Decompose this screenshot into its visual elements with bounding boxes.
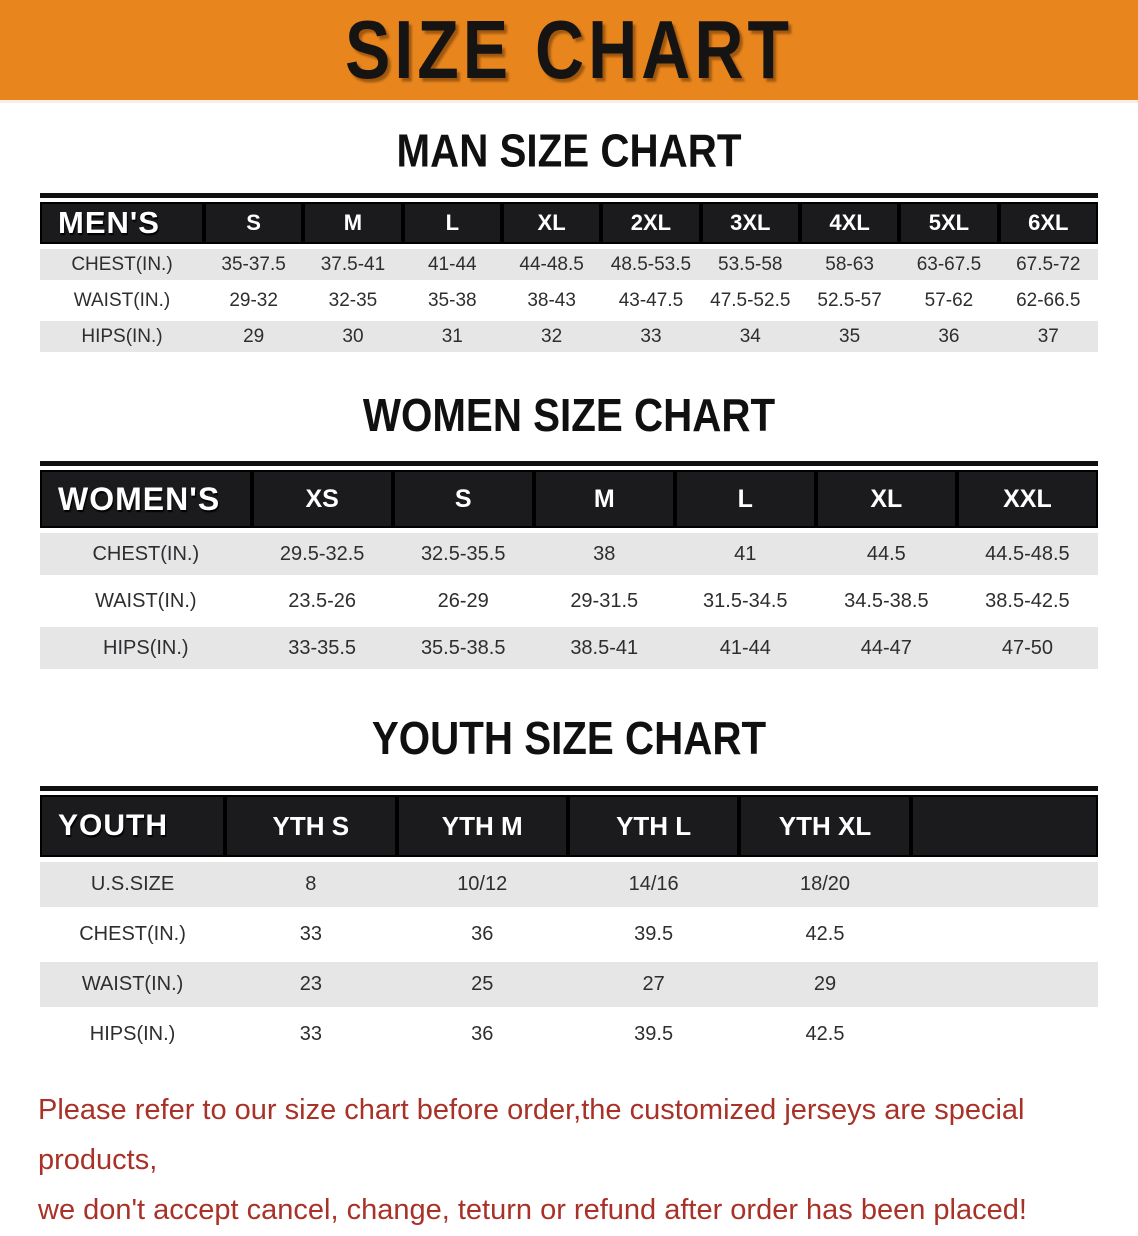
- table-wrap: [40, 461, 1098, 674]
- table-row: [40, 1012, 1098, 1057]
- notice-line-1: Please refer to our size chart before order,the customized jerseys are special products,: [38, 1094, 1025, 1176]
- row-label-cell: CHEST(IN.): [40, 533, 252, 575]
- size-column-header: XL: [502, 202, 601, 244]
- size-value-cell: 62-66.5: [999, 285, 1098, 316]
- size-column-header: XL: [816, 470, 957, 528]
- size-value-cell: 29: [739, 962, 910, 1007]
- size-table: [40, 790, 1098, 1062]
- order-notice: [38, 1086, 1100, 1236]
- size-value-cell: 44-47: [816, 627, 957, 669]
- size-value-cell: 31: [403, 321, 502, 352]
- size-column-header: S: [204, 202, 303, 244]
- size-column-header: L: [675, 470, 816, 528]
- row-label-cell: CHEST(IN.): [40, 912, 225, 957]
- section-title: YOUTH SIZE CHART: [371, 712, 767, 765]
- table-header-row: [40, 202, 1098, 244]
- table-wrap: [40, 193, 1098, 357]
- size-column-header: XS: [252, 470, 393, 528]
- size-value-cell: 32.5-35.5: [393, 533, 534, 575]
- table-row: [40, 321, 1098, 352]
- table-row: [40, 249, 1098, 280]
- size-value-cell: 27: [568, 962, 739, 1007]
- size-column-header: YTH XL: [739, 795, 910, 857]
- row-label-cell: U.S.SIZE: [40, 862, 225, 907]
- size-table: [40, 465, 1098, 674]
- table-header-row: [40, 470, 1098, 528]
- size-value-cell: 41-44: [403, 249, 502, 280]
- header-filler: [911, 795, 1098, 857]
- notice-line-2: we don't accept cancel, change, teturn or refund after order has been placed!: [38, 1193, 1027, 1226]
- size-value-cell: 41: [675, 533, 816, 575]
- size-value-cell: 41-44: [675, 627, 816, 669]
- section-mens: [0, 103, 1138, 357]
- size-column-header: XXL: [957, 470, 1098, 528]
- size-value-cell: 47-50: [957, 627, 1098, 669]
- size-column-header: 5XL: [899, 202, 998, 244]
- size-value-cell: 52.5-57: [800, 285, 899, 316]
- group-label-cell: WOMEN'S: [40, 470, 252, 528]
- size-value-cell: 42.5: [739, 912, 910, 957]
- table-header-row: [40, 795, 1098, 857]
- row-filler: [911, 862, 1098, 907]
- size-value-cell: 38.5-41: [534, 627, 675, 669]
- banner: [0, 0, 1138, 103]
- size-column-header: L: [403, 202, 502, 244]
- size-value-cell: 37.5-41: [303, 249, 402, 280]
- size-value-cell: 14/16: [568, 862, 739, 907]
- table-row: [40, 285, 1098, 316]
- size-value-cell: 30: [303, 321, 402, 352]
- size-value-cell: 44.5: [816, 533, 957, 575]
- group-label-cell: MEN'S: [40, 202, 204, 244]
- size-value-cell: 57-62: [899, 285, 998, 316]
- size-value-cell: 35.5-38.5: [393, 627, 534, 669]
- table-row: [40, 962, 1098, 1007]
- size-value-cell: 58-63: [800, 249, 899, 280]
- size-value-cell: 33: [225, 1012, 396, 1057]
- size-value-cell: 32: [502, 321, 601, 352]
- size-value-cell: 35-38: [403, 285, 502, 316]
- section-youth: [0, 674, 1138, 1062]
- size-value-cell: 29-31.5: [534, 580, 675, 622]
- table-wrap: [40, 786, 1098, 1062]
- size-column-header: 3XL: [701, 202, 800, 244]
- size-value-cell: 48.5-53.5: [601, 249, 700, 280]
- row-label-cell: HIPS(IN.): [40, 627, 252, 669]
- size-value-cell: 37: [999, 321, 1098, 352]
- size-value-cell: 43-47.5: [601, 285, 700, 316]
- size-value-cell: 53.5-58: [701, 249, 800, 280]
- size-column-header: YTH L: [568, 795, 739, 857]
- size-value-cell: 25: [397, 962, 568, 1007]
- size-value-cell: 38-43: [502, 285, 601, 316]
- size-value-cell: 29-32: [204, 285, 303, 316]
- size-value-cell: 67.5-72: [999, 249, 1098, 280]
- row-filler: [911, 912, 1098, 957]
- size-value-cell: 35: [800, 321, 899, 352]
- table-row: [40, 912, 1098, 957]
- size-value-cell: 18/20: [739, 862, 910, 907]
- size-column-header: M: [534, 470, 675, 528]
- size-column-header: YTH M: [397, 795, 568, 857]
- row-label-cell: WAIST(IN.): [40, 285, 204, 316]
- size-value-cell: 34.5-38.5: [816, 580, 957, 622]
- size-value-cell: 44-48.5: [502, 249, 601, 280]
- size-column-header: S: [393, 470, 534, 528]
- size-value-cell: 26-29: [393, 580, 534, 622]
- size-value-cell: 38.5-42.5: [957, 580, 1098, 622]
- size-value-cell: 33: [225, 912, 396, 957]
- table-row: [40, 533, 1098, 575]
- size-value-cell: 34: [701, 321, 800, 352]
- row-filler: [911, 962, 1098, 1007]
- size-value-cell: 33-35.5: [252, 627, 393, 669]
- row-label-cell: CHEST(IN.): [40, 249, 204, 280]
- size-value-cell: 39.5: [568, 1012, 739, 1057]
- size-column-header: 6XL: [999, 202, 1098, 244]
- size-value-cell: 44.5-48.5: [957, 533, 1098, 575]
- size-value-cell: 63-67.5: [899, 249, 998, 280]
- section-title: MAN SIZE CHART: [396, 124, 742, 177]
- table-row: [40, 862, 1098, 907]
- size-value-cell: 29.5-32.5: [252, 533, 393, 575]
- size-value-cell: 47.5-52.5: [701, 285, 800, 316]
- row-label-cell: HIPS(IN.): [40, 321, 204, 352]
- row-label-cell: HIPS(IN.): [40, 1012, 225, 1057]
- size-column-header: M: [303, 202, 402, 244]
- row-label-cell: WAIST(IN.): [40, 962, 225, 1007]
- size-value-cell: 39.5: [568, 912, 739, 957]
- size-chart-sections: [0, 103, 1138, 1062]
- size-value-cell: 38: [534, 533, 675, 575]
- size-column-header: YTH S: [225, 795, 396, 857]
- banner-title: SIZE CHART: [345, 3, 793, 97]
- section-womens: [0, 357, 1138, 674]
- row-label-cell: WAIST(IN.): [40, 580, 252, 622]
- size-value-cell: 23.5-26: [252, 580, 393, 622]
- size-value-cell: 32-35: [303, 285, 402, 316]
- section-title: WOMEN SIZE CHART: [362, 389, 776, 441]
- size-value-cell: 8: [225, 862, 396, 907]
- row-filler: [911, 1012, 1098, 1057]
- size-value-cell: 29: [204, 321, 303, 352]
- size-column-header: 4XL: [800, 202, 899, 244]
- size-value-cell: 23: [225, 962, 396, 1007]
- size-value-cell: 35-37.5: [204, 249, 303, 280]
- size-table: [40, 197, 1098, 357]
- size-value-cell: 36: [397, 1012, 568, 1057]
- size-value-cell: 36: [397, 912, 568, 957]
- size-value-cell: 10/12: [397, 862, 568, 907]
- size-column-header: 2XL: [601, 202, 700, 244]
- table-row: [40, 627, 1098, 669]
- size-value-cell: 42.5: [739, 1012, 910, 1057]
- group-label-cell: YOUTH: [40, 795, 225, 857]
- size-value-cell: 36: [899, 321, 998, 352]
- size-value-cell: 33: [601, 321, 700, 352]
- table-row: [40, 580, 1098, 622]
- size-value-cell: 31.5-34.5: [675, 580, 816, 622]
